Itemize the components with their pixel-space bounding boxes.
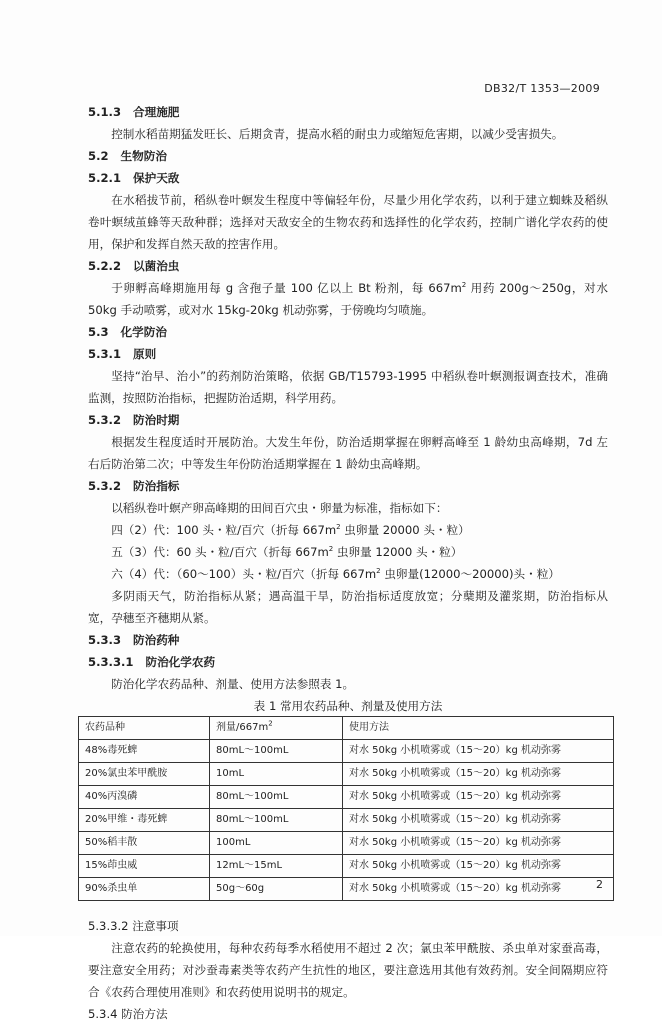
section-heading: 5.1.3 合理施肥 <box>88 105 180 119</box>
section-heading: 5.3.3.2 注意事项 <box>88 919 179 933</box>
page-number: 2 <box>596 878 603 891</box>
table-cell: 100mL <box>210 832 343 855</box>
paragraph: 坚持“治早、治小”的药剂防治策略，依据 GB/T15793-1995 中稻纵卷叶螟测报调查技术，准确监测，按照防治指标，把握防治适期，科学用药。 <box>88 369 608 405</box>
paragraph: 在水稻拔节前，稻纵卷叶螟发生程度中等偏轻年份，尽量少用化学农药，以利于建立蜘蛛及稻纵卷叶螟绒茧蜂等天敌种群；选择对天敌安全的生物农药和选择性的化学农药，控制广谱化学农药的使用，保护和发挥自然天敌的控害作用。 <box>88 193 608 251</box>
table-cell: 80mL～100mL <box>210 740 343 763</box>
threshold-line: 六（4）代：（60～100）头・粒/百穴（折每 $667m^2$ 虫卵量(12000～20000)头・粒） <box>111 567 560 581</box>
table-cell: 对水 50kg 小机喷雾或（15～20）kg 机动弥雾 <box>343 878 614 901</box>
table-cell: 12mL～15mL <box>210 855 343 878</box>
table-row <box>79 832 614 855</box>
table-body <box>79 740 614 901</box>
table-cell: 80mL～100mL <box>210 786 343 809</box>
paragraph: 以稻纵卷叶螟产卵高峰期的田间百穴虫・卵量为标准，指标如下： <box>111 501 448 515</box>
table-cell: 对水 50kg 小机喷雾或（15～20）kg 机动弥雾 <box>343 855 614 878</box>
table-cell: 80mL～100mL <box>210 809 343 832</box>
table-cell: 10mL <box>210 763 343 786</box>
table-caption: 表 1 常用农药品种、剂量及使用方法 <box>253 699 443 713</box>
paragraph: 多阴雨天气，防治指标从紧；遇高温干旱，防治指标适度放宽；分蘖期及灌浆期，防治指标从宽，孕穗至齐穗期从紧。 <box>88 589 608 625</box>
table-cell: 对水 50kg 小机喷雾或（15～20）kg 机动弥雾 <box>343 832 614 855</box>
section-heading: 5.3.4 防治方法 <box>88 1007 168 1021</box>
section-heading: 5.3.3.1 防治化学农药 <box>88 655 216 669</box>
section-heading: 5.3.2 防治指标 <box>88 479 180 493</box>
section-heading: 5.3.2 防治时期 <box>88 413 180 427</box>
table-cell: 15%茚虫威 <box>79 855 210 878</box>
table-cell: 对水 50kg 小机喷雾或（15～20）kg 机动弥雾 <box>343 786 614 809</box>
section-heading: 5.2.2 以菌治虫 <box>88 259 180 273</box>
paragraph: 根据发生程度适时开展防治。大发生年份，防治适期掌握在卵孵高峰至 1 龄幼虫高峰期，7d 左右后防治第二次；中等发生年份防治适期掌握在 1 龄幼虫高峰期。 <box>88 435 608 471</box>
table-header-row <box>79 717 614 740</box>
table-row <box>79 855 614 878</box>
paragraph: 于卵孵高峰期施用每 g 含孢子量 100 亿以上 Bt 粉剂，每 $667m^2$ 用药 200g～250g，对水 50kg 手动喷雾，或对水 15kg-20kg 机动弥雾，于傍晚均匀喷施。 <box>88 281 608 317</box>
table-cell: 50%稻丰散 <box>79 832 210 855</box>
document-code: DB32/T 1353—2009 <box>484 82 600 95</box>
threshold-line: 四（2）代：100 头・粒/百穴（折每 $667m^2$ 虫卵量 20000 头・粒） <box>111 523 470 537</box>
document-body <box>85 101 608 1025</box>
paragraph: 控制水稻苗期猛发旺长、后期贪青，提高水稻的耐虫力或缩短危害期，以减少受害损失。 <box>111 127 564 141</box>
column-header: 农药品种 <box>79 717 210 740</box>
table-row <box>79 740 614 763</box>
table-cell: 50g～60g <box>210 878 343 901</box>
column-header: 剂量$/667m^2$ <box>210 717 343 740</box>
threshold-line: 五（3）代：60 头・粒/百穴（折每 $667m^2$ 虫卵量 12000 头・粒） <box>111 545 463 559</box>
table-row <box>79 809 614 832</box>
table-cell: 对水 50kg 小机喷雾或（15～20）kg 机动弥雾 <box>343 809 614 832</box>
table-cell: 20%氯虫苯甲酰胺 <box>79 763 210 786</box>
section-heading: 5.3 化学防治 <box>88 325 167 339</box>
paragraph: 防治化学农药品种、剂量、使用方法参照表 1。 <box>111 677 355 691</box>
table-cell: 对水 50kg 小机喷雾或（15～20）kg 机动弥雾 <box>343 740 614 763</box>
table-row <box>79 763 614 786</box>
section-heading: 5.2 生物防治 <box>88 149 167 163</box>
section-heading: 5.2.1 保护天敌 <box>88 171 180 185</box>
table-cell: 90%杀虫单 <box>79 878 210 901</box>
table-cell: 40%丙溴磷 <box>79 786 210 809</box>
pesticide-table <box>78 716 614 901</box>
paragraph: 注意农药的轮换使用，每种农药每季水稻使用不超过 2 次；氯虫苯甲酰胺、杀虫单对家蚕高毒，要注意安全用药；对沙蚕毒素类等农药产生抗性的地区，要注意选用其他有效药剂。安全间隔期应符合《农药合理使用准则》和农药使用说明书的规定。 <box>88 941 608 999</box>
table-cell: 48%毒死蜱 <box>79 740 210 763</box>
table-row <box>79 786 614 809</box>
table-cell: 20%甲维・毒死蜱 <box>79 809 210 832</box>
section-heading: 5.3.3 防治药种 <box>88 633 180 647</box>
column-header: 使用方法 <box>343 717 614 740</box>
section-heading: 5.3.1 原则 <box>88 347 157 361</box>
table-cell: 对水 50kg 小机喷雾或（15～20）kg 机动弥雾 <box>343 763 614 786</box>
table-row <box>79 878 614 901</box>
